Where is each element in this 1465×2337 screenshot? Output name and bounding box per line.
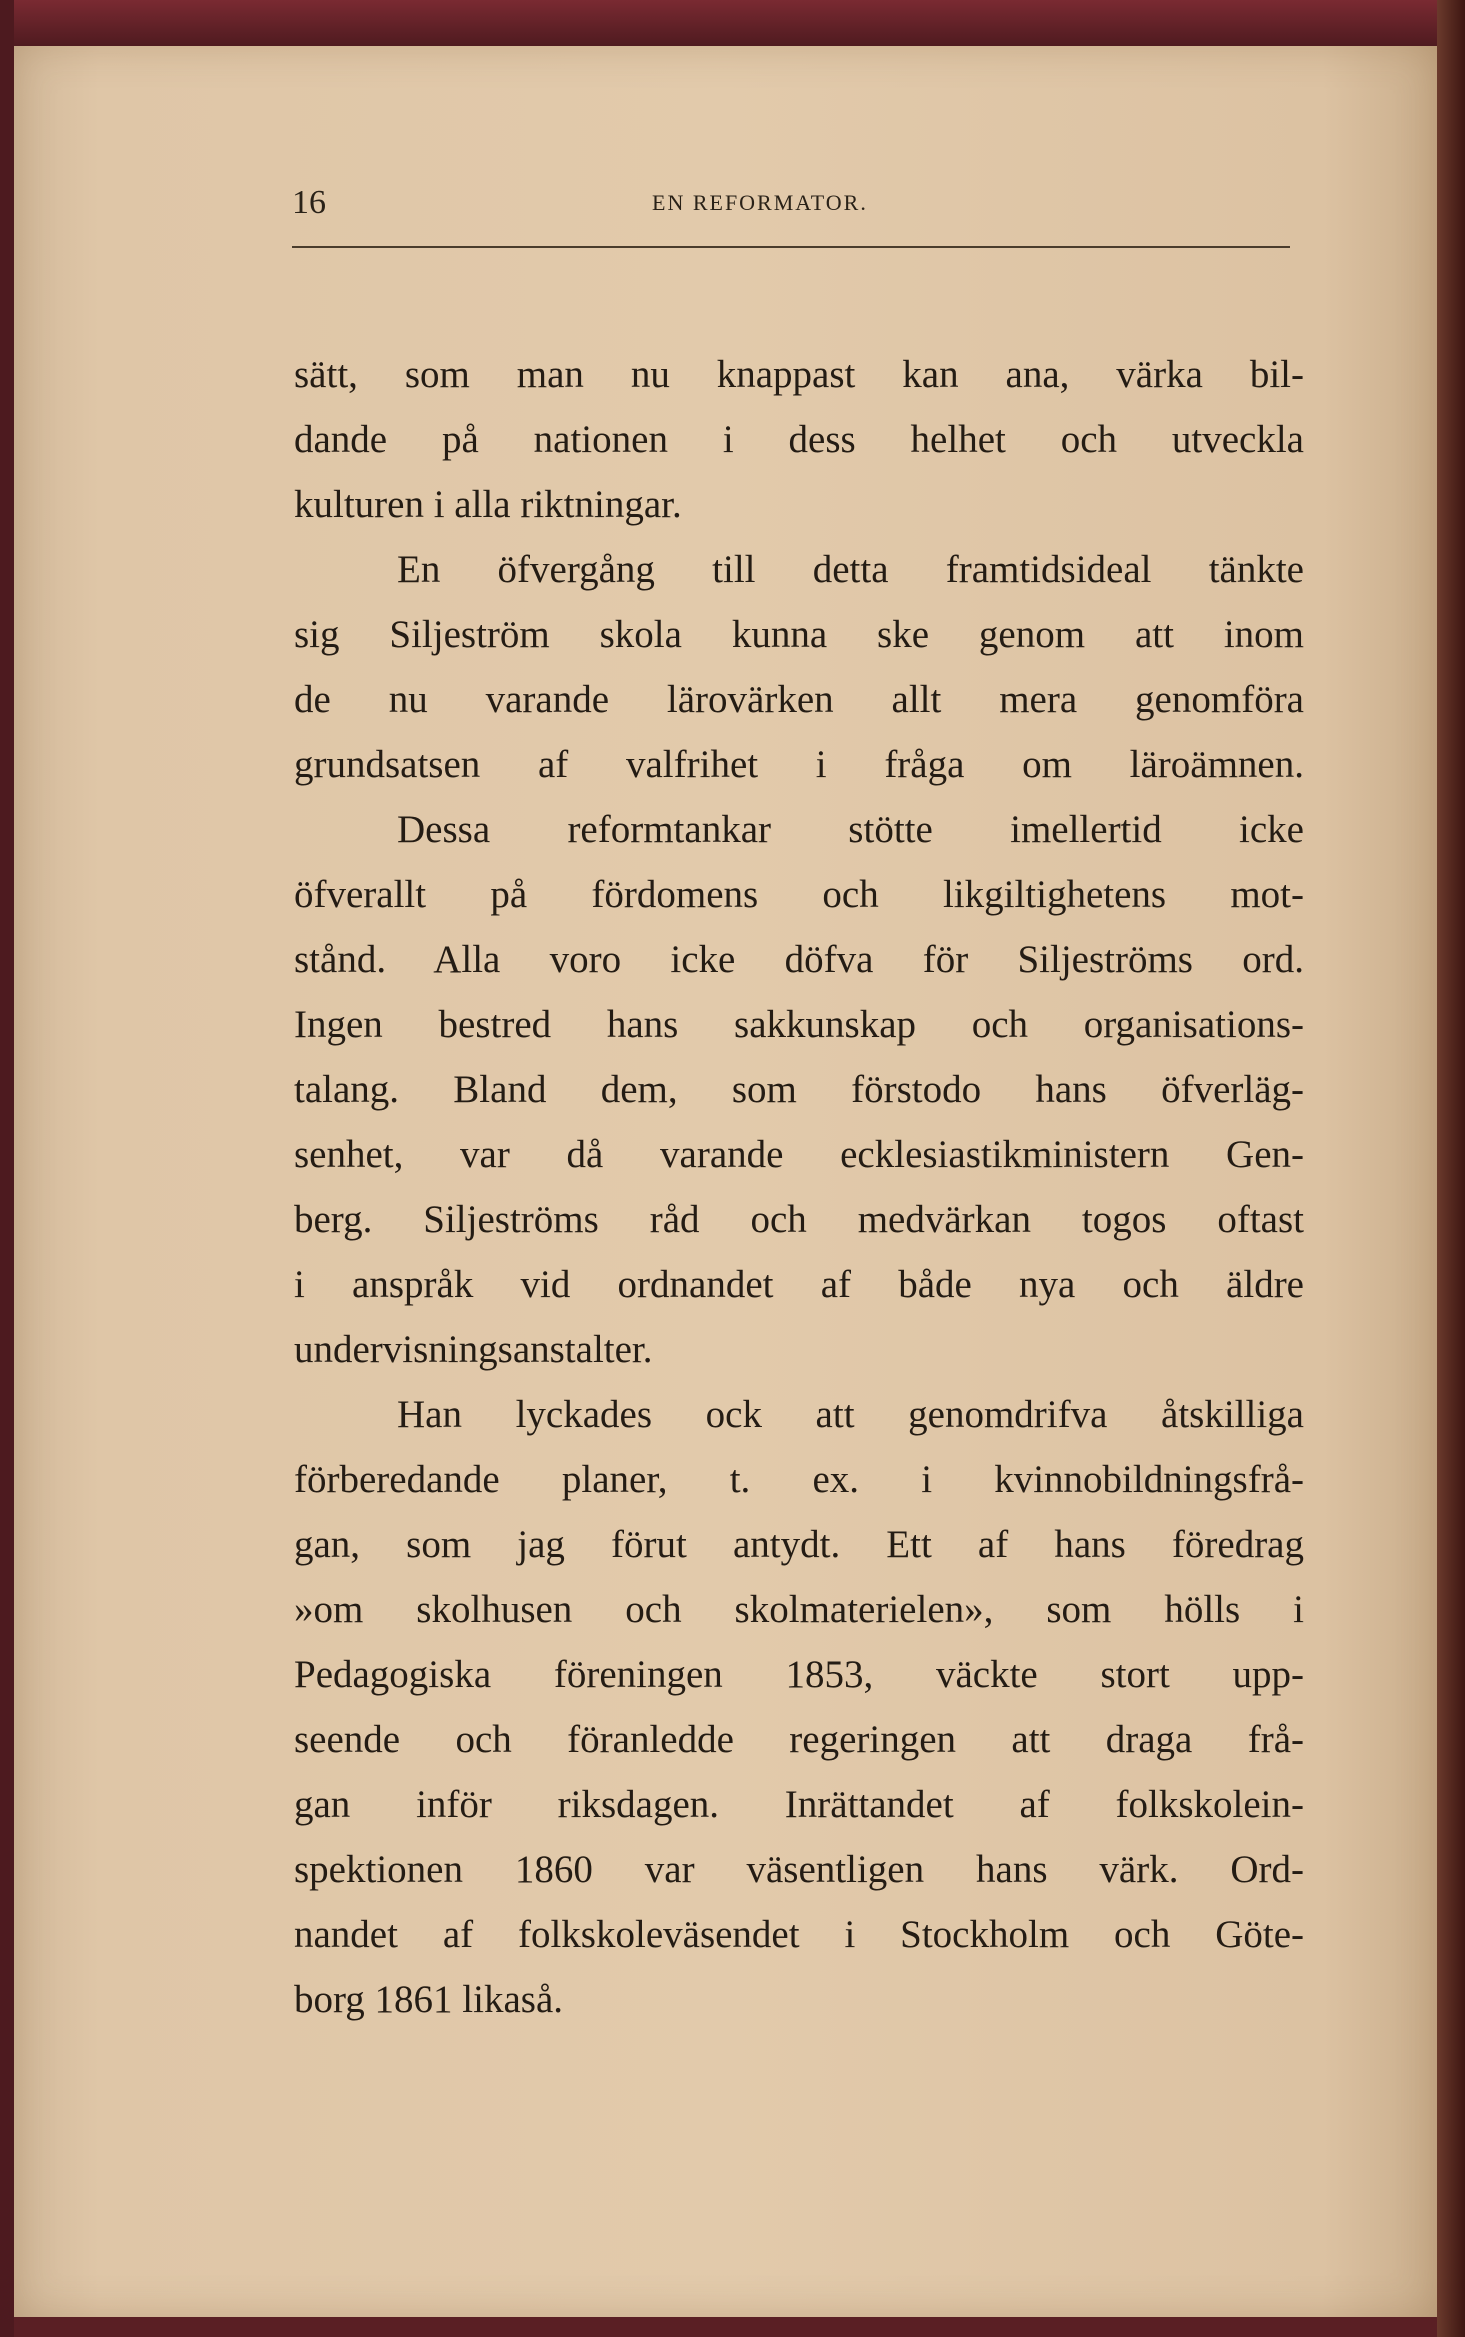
text-line: talang. Bland dem, som förstodo hans öfverläg- — [294, 1068, 1304, 1111]
text-line: borg 1861 likaså. — [294, 1978, 564, 2021]
text-line: de nu varande lärovärken allt mera genomföra — [294, 678, 1304, 721]
page-number: 16 — [292, 184, 326, 221]
text-line: seende och föranledde regeringen att draga frå- — [294, 1718, 1304, 1761]
text-line: En öfvergång till detta framtidsideal tänkte — [397, 548, 1304, 591]
text-line: gan, som jag förut antydt. Ett af hans föredrag — [294, 1523, 1304, 1566]
text-line: sätt, som man nu knappast kan ana, värka bil- — [294, 353, 1304, 396]
text-line: stånd. Alla voro icke döfva för Siljeströms ord. — [294, 938, 1304, 981]
text-line: grundsatsen af valfrihet i fråga om läroämnen. — [294, 743, 1304, 786]
text-line: nandet af folkskoleväsendet i Stockholm och Göte- — [294, 1913, 1304, 1956]
running-head: EN REFORMATOR. — [652, 190, 868, 215]
page-header — [292, 180, 1290, 226]
text-line: kulturen i alla riktningar. — [294, 483, 682, 526]
text-line: gan inför riksdagen. Inrättandet af folkskolein- — [294, 1783, 1304, 1826]
text-line: i anspråk vid ordnandet af både nya och äldre — [294, 1263, 1304, 1306]
header-rule — [292, 246, 1290, 248]
text-line: »om skolhusen och skolmaterielen», som hölls i — [294, 1588, 1304, 1631]
text-line: berg. Siljeströms råd och medvärkan togos oftast — [294, 1198, 1304, 1241]
text-line: förberedande planer, t. ex. i kvinnobildningsfrå- — [294, 1458, 1304, 1501]
book-binding-left — [0, 0, 14, 2337]
book-binding-right — [1437, 0, 1465, 2337]
book-binding-top — [0, 0, 1465, 48]
text-line: Pedagogiska föreningen 1853, väckte stort upp- — [294, 1653, 1304, 1696]
text-line: Ingen bestred hans sakkunskap och organisations- — [294, 1003, 1304, 1046]
text-line: spektionen 1860 var väsentligen hans värk. Ord- — [294, 1848, 1304, 1891]
text-line: senhet, var då varande ecklesiastikministern Gen- — [294, 1133, 1304, 1176]
text-line: undervisningsanstalter. — [294, 1328, 653, 1371]
text-line: Han lyckades ock att genomdrifva åtskilliga — [397, 1393, 1304, 1436]
text-line: sig Siljeström skola kunna ske genom att inom — [294, 613, 1304, 656]
text-line: Dessa reformtankar stötte imellertid icke — [397, 808, 1304, 851]
text-line: dande på nationen i dess helhet och utveckla — [294, 418, 1304, 461]
text-line: öfverallt på fördomens och likgiltighetens mot- — [294, 873, 1304, 916]
